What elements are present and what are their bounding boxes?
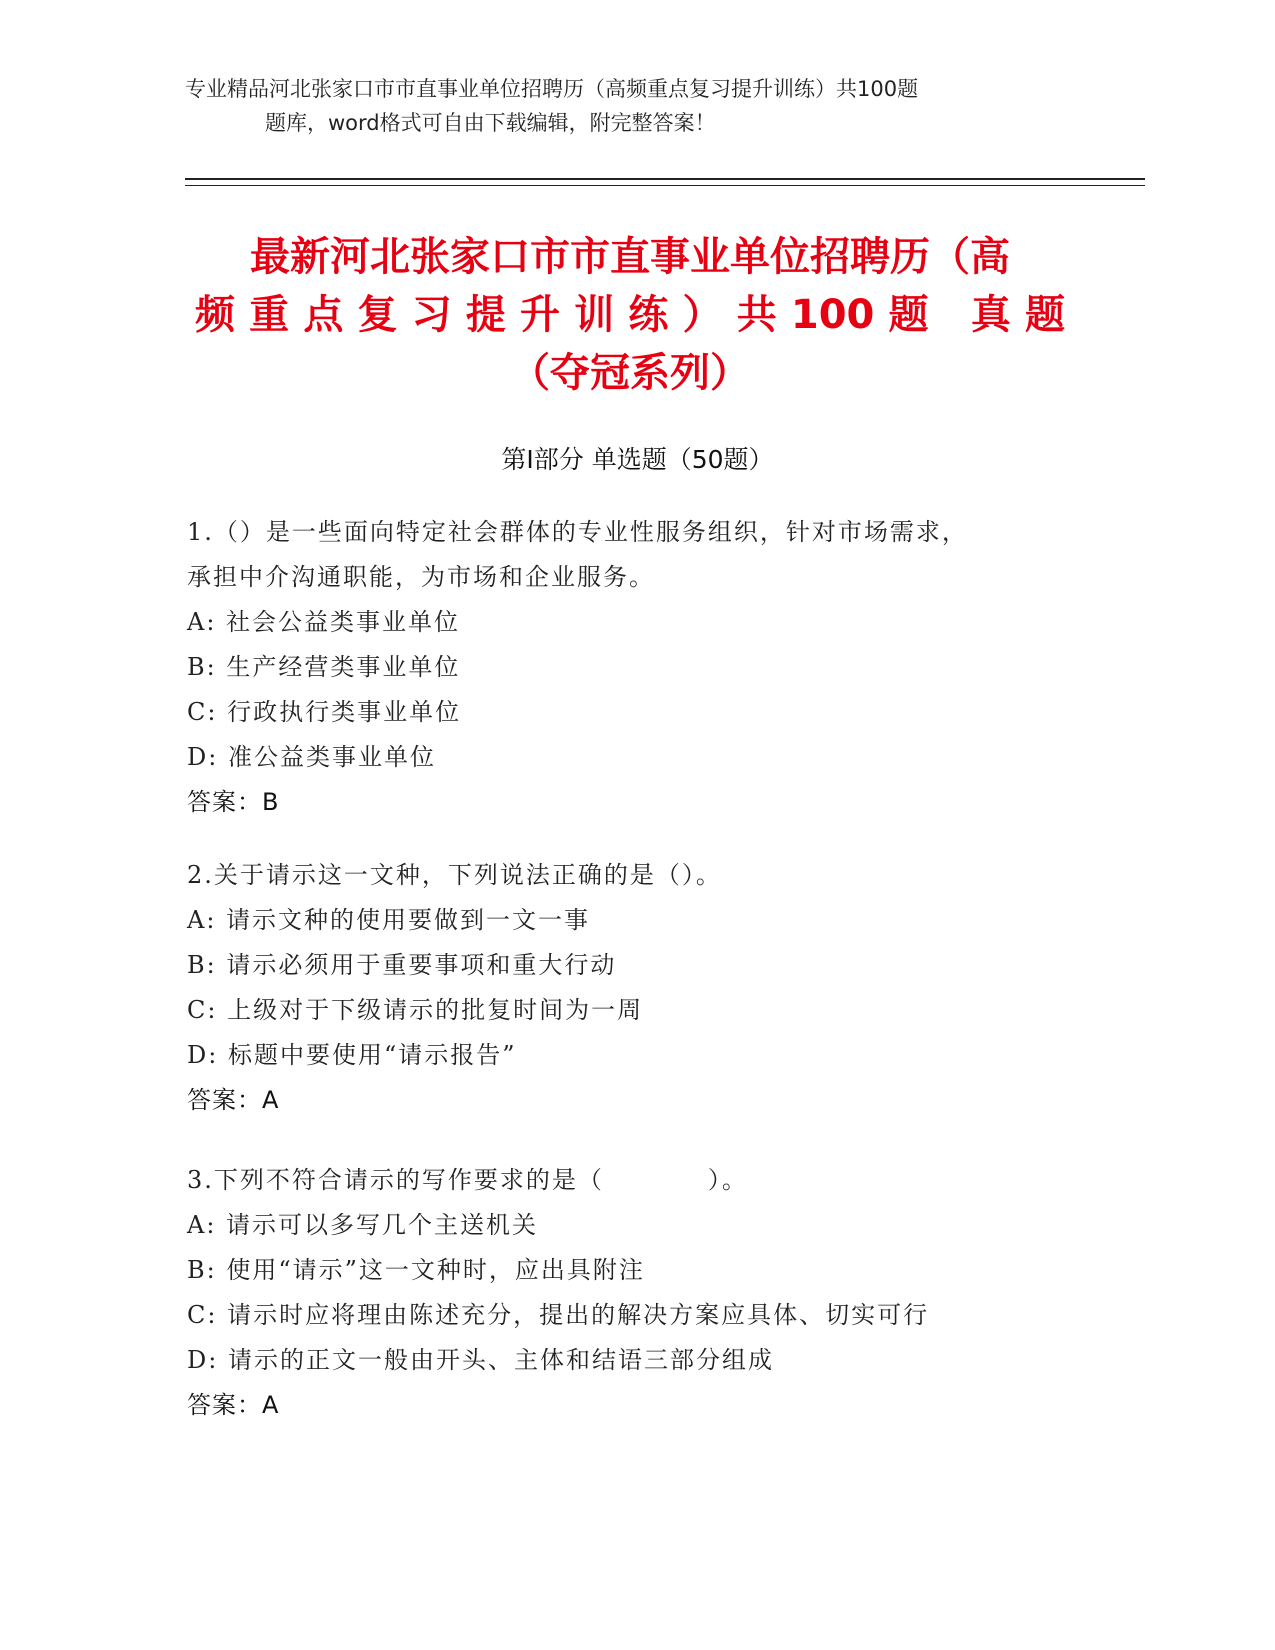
option-c: C: 上级对于下级请示的批复时间为一周 <box>187 996 644 1024</box>
title-line-2 <box>195 286 1065 344</box>
header-divider-thin <box>185 185 1145 186</box>
option-c: C: 行政执行类事业单位 <box>187 698 462 726</box>
option-a: A: 请示可以多写几个主送机关 <box>187 1211 539 1239</box>
option-a: A: 社会公益类事业单位 <box>187 608 461 636</box>
question-stem-line: 1.（）是一些面向特定社会群体的专业性服务组织，针对市场需求， <box>187 518 968 546</box>
question-1 <box>187 510 1067 825</box>
question-stem-line: 承担中介沟通职能，为市场和企业服务。 <box>187 563 655 591</box>
question-stem-line: 2.关于请示这一文种，下列说法正确的是（）。 <box>187 861 722 889</box>
option-b: B: 生产经营类事业单位 <box>187 653 461 681</box>
option-a: A: 请示文种的使用要做到一文一事 <box>187 906 591 934</box>
answer: 答案：A <box>187 1086 280 1114</box>
question-stem-line: 3.下列不符合请示的写作要求的是（ ）。 <box>187 1166 748 1194</box>
question-2 <box>187 853 1067 1123</box>
title-line-2-left: 频重点复习提升训练）共100题 <box>195 292 943 338</box>
title-line-3: （夺冠系列） <box>510 350 750 396</box>
option-d: D: 标题中要使用“请示报告” <box>187 1041 517 1069</box>
option-c: C: 请示时应将理由陈述充分，提出的解决方案应具体、切实可行 <box>187 1301 930 1329</box>
header-divider-thick <box>185 178 1145 180</box>
title-line-2-right: 真题 <box>970 292 1065 338</box>
option-b: B: 使用“请示”这一文种时，应出具附注 <box>187 1256 645 1284</box>
question-3 <box>187 1158 1067 1428</box>
answer: 答案：A <box>187 1391 280 1419</box>
option-d: D: 请示的正文一般由开头、主体和结语三部分组成 <box>187 1346 774 1374</box>
document-header <box>185 72 1065 140</box>
section-heading: 第Ⅰ部分 单选题（50题） <box>501 445 774 474</box>
answer: 答案：B <box>187 788 280 816</box>
header-line-1: 专业精品河北张家口市市直事业单位招聘历（高频重点复习提升训练）共100题 <box>185 77 919 101</box>
document-title <box>195 228 1065 402</box>
option-d: D: 准公益类事业单位 <box>187 743 436 771</box>
option-b: B: 请示必须用于重要事项和重大行动 <box>187 951 617 979</box>
title-line-1: 最新河北张家口市市直事业单位招聘历（高 <box>250 234 1010 280</box>
header-line-2: 题库，word格式可自由下载编辑，附完整答案！ <box>265 111 716 135</box>
